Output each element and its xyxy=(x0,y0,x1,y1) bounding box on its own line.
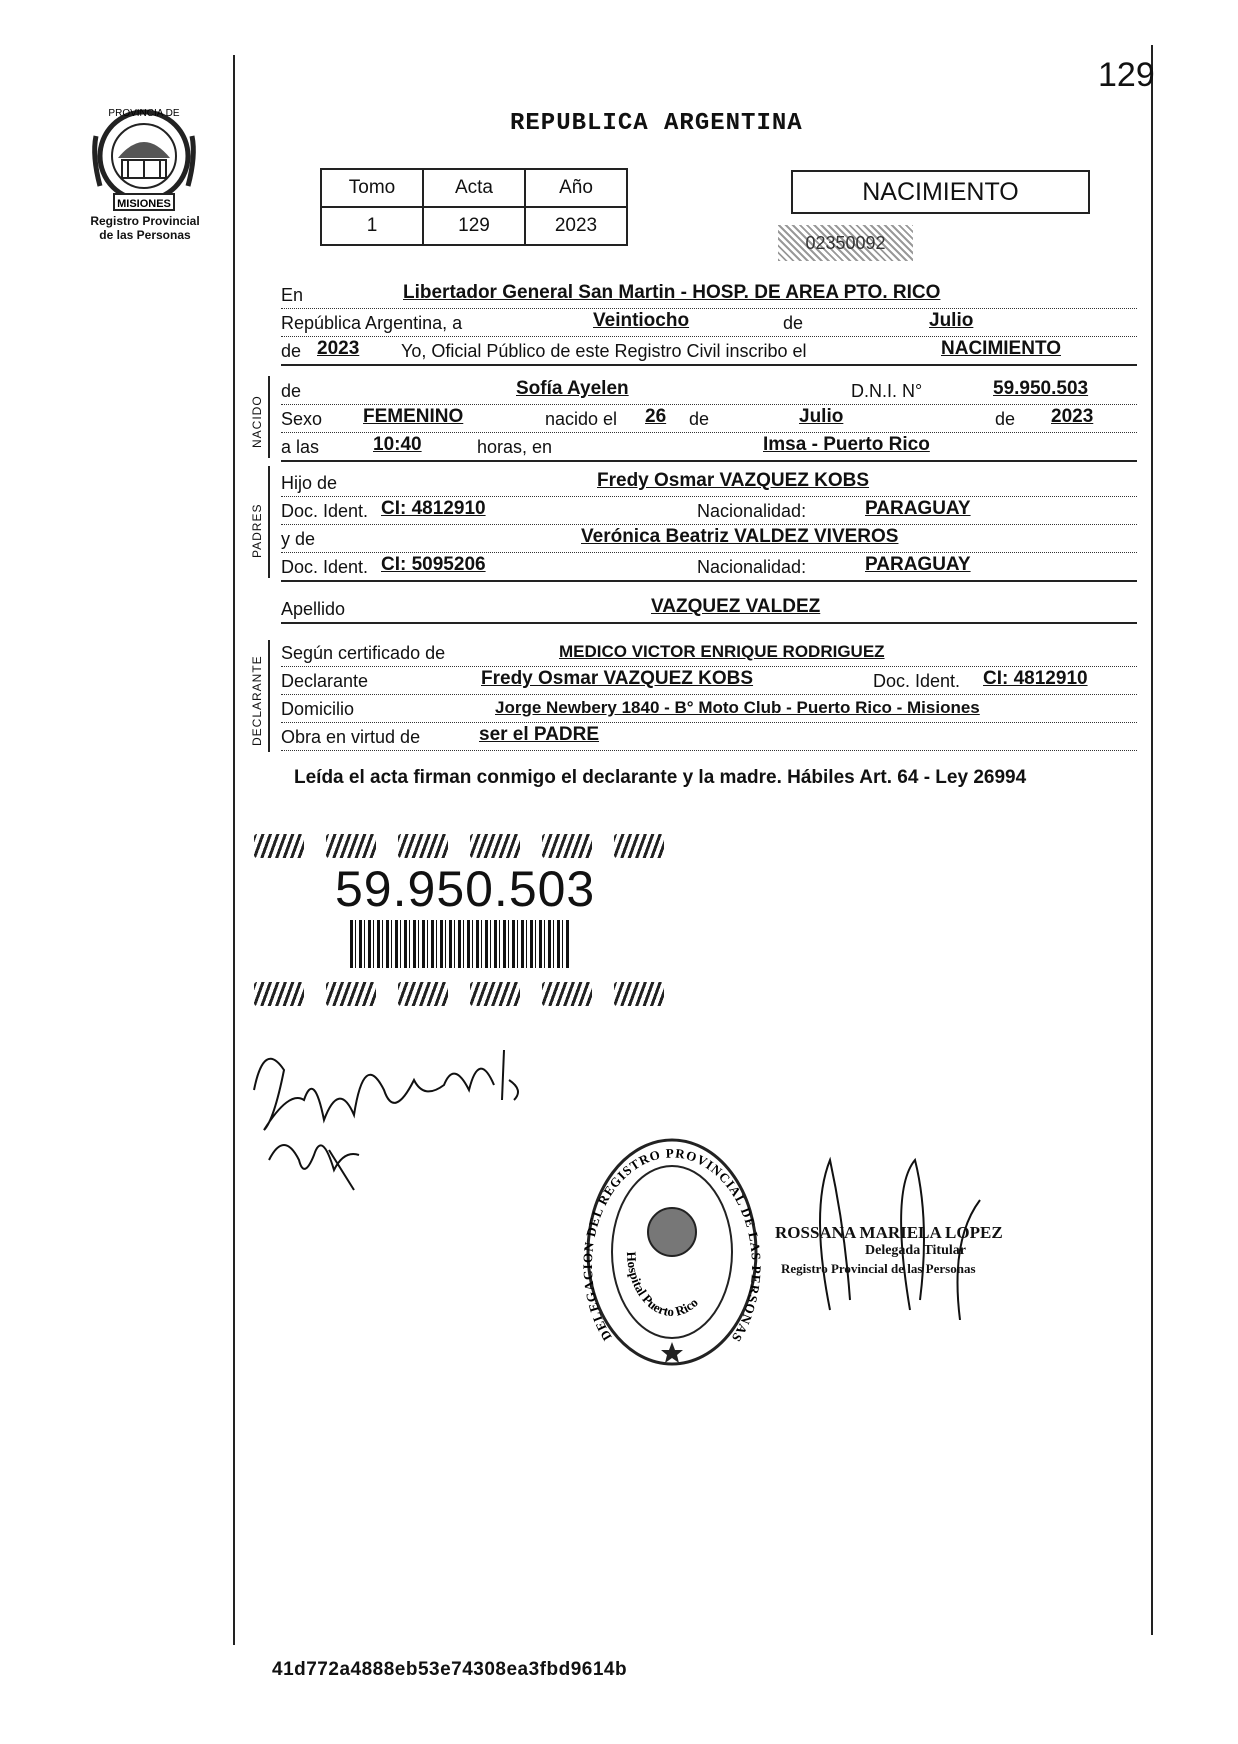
nacido-de-label: de xyxy=(281,381,302,401)
row-certificado xyxy=(281,638,1137,667)
dni-value: 59.950.503 xyxy=(993,378,1089,399)
father-name-value: Fredy Osmar VAZQUEZ KOBS xyxy=(597,470,870,491)
tomo-acta-table xyxy=(320,168,628,246)
logo-seal-text-bottom: MISIONES xyxy=(117,198,171,210)
mother-doc-label: Doc. Ident. xyxy=(281,557,369,577)
logo-seal-text-top: PROVINCIA DE xyxy=(108,108,180,119)
security-stripe xyxy=(398,834,448,858)
month-value: Julio xyxy=(929,310,974,331)
de-year-label: de xyxy=(281,341,302,361)
cert-label: Según certificado de xyxy=(281,643,446,663)
security-stripe xyxy=(326,982,376,1006)
official-name: ROSSANA MARIELA LOPEZ xyxy=(775,1223,1003,1242)
security-stripe xyxy=(470,834,520,858)
security-stripes-bottom xyxy=(254,982,664,1008)
cert-value: MEDICO VICTOR ENRIQUE RODRIGUEZ xyxy=(559,642,885,661)
meta-header-acta: Acta xyxy=(423,169,525,207)
birth-day-value: 26 xyxy=(645,406,667,427)
mother-nat-label: Nacionalidad: xyxy=(697,557,807,577)
security-stripes-top xyxy=(254,834,664,860)
svg-text:Hospital Puerto Rico xyxy=(624,1251,701,1319)
security-stripe xyxy=(614,834,664,858)
time-value: 10:40 xyxy=(373,434,422,455)
closing-statement: Leída el acta firman conmigo el declarante y la madre. Hábiles Art. 64 - Ley 26994 xyxy=(294,767,1027,788)
padres-bracket xyxy=(268,466,270,578)
father-nat-label: Nacionalidad: xyxy=(697,501,807,521)
row-padre-doc xyxy=(281,496,1137,525)
meta-value-acta: 129 xyxy=(423,207,525,245)
official-name-block xyxy=(775,1224,1003,1278)
stamp-inner-text: Hospital Puerto Rico xyxy=(623,1251,701,1320)
row-apellido xyxy=(281,594,1137,624)
declarante-bracket xyxy=(268,640,270,752)
apellido-value: VAZQUEZ VALDEZ xyxy=(651,596,821,617)
record-type-box: NACIMIENTO xyxy=(791,170,1090,214)
domicilio-label: Domicilio xyxy=(281,699,355,719)
official-role: Delegada Titular xyxy=(865,1243,966,1258)
hijo-label: Hijo de xyxy=(281,473,338,493)
security-stripe xyxy=(614,982,664,1006)
obra-value: ser el PADRE xyxy=(479,724,600,745)
logo-caption-line2: de las Personas xyxy=(99,228,191,242)
child-name-value: Sofía Ayelen xyxy=(516,378,629,399)
inscribe-value: NACIMIENTO xyxy=(941,338,1061,359)
day-words-value: Veintiocho xyxy=(593,310,690,331)
declarant-signature xyxy=(244,1030,534,1205)
mother-nat-value: PARAGUAY xyxy=(865,554,971,575)
security-stripe xyxy=(326,834,376,858)
padres-section-label: PADRES xyxy=(250,503,264,558)
row-sexo xyxy=(281,404,1137,433)
row-madre-doc xyxy=(281,552,1137,582)
document-title: REPUBLICA ARGENTINA xyxy=(510,110,803,137)
provincial-logo xyxy=(88,96,200,214)
security-stripe xyxy=(254,982,304,1006)
barcode xyxy=(350,920,570,968)
dni-label: D.N.I. N° xyxy=(851,381,923,401)
row-madre xyxy=(281,524,1137,553)
right-margin-line xyxy=(1151,45,1153,1635)
meta-value-tomo: 1 xyxy=(321,207,423,245)
father-doc-value: CI: 4812910 xyxy=(381,498,486,519)
official-org: Registro Provincial de las Personas xyxy=(781,1261,976,1276)
security-stripe xyxy=(542,982,592,1006)
logo-caption-line1: Registro Provincial xyxy=(90,214,200,228)
meta-value-row xyxy=(321,207,627,245)
row-obra xyxy=(281,722,1137,751)
declarante-section-label: DECLARANTE xyxy=(250,655,264,746)
security-stripe xyxy=(254,834,304,858)
row-en xyxy=(281,280,1137,309)
nacido-bracket xyxy=(268,376,270,458)
mother-name-value: Verónica Beatriz VALDEZ VIVEROS xyxy=(581,526,899,547)
republica-label: República Argentina, a xyxy=(281,313,463,333)
birth-month-value: Julio xyxy=(799,406,844,427)
security-stripe xyxy=(542,834,592,858)
logo-caption xyxy=(70,214,220,242)
row-declarante xyxy=(281,666,1137,695)
row-oficial xyxy=(281,336,1137,366)
oficial-text: Yo, Oficial Público de este Registro Civil inscribo el xyxy=(401,341,807,361)
domicilio-value: Jorge Newbery 1840 - B° Moto Club - Puerto Rico - Misiones xyxy=(495,698,980,717)
serial-code: 02350092 xyxy=(778,225,913,261)
obra-label: Obra en virtud de xyxy=(281,727,421,747)
page-number: 129 xyxy=(1098,56,1155,94)
declarante-label: Declarante xyxy=(281,671,369,691)
declarante-doc-label: Doc. Ident. xyxy=(873,671,961,691)
nacido-el-label: nacido el xyxy=(545,409,618,429)
apellido-label: Apellido xyxy=(281,599,346,619)
row-hora xyxy=(281,432,1137,462)
barcode-number: 59.950.503 xyxy=(335,861,596,917)
declarante-doc-value: CI: 4812910 xyxy=(983,668,1088,689)
official-stamp xyxy=(582,1132,762,1377)
meta-value-anio: 2023 xyxy=(525,207,627,245)
sexo-label: Sexo xyxy=(281,409,323,429)
document-hash: 41d772a4888eb53e74308ea3fbd9614b xyxy=(272,1659,628,1680)
stamp-outer-text: DELEGA N DEL REGISTRO PROVINCIAL DE LA RSONAS xyxy=(582,1145,762,1346)
meta-header-tomo: Tomo xyxy=(321,169,423,207)
row-fecha xyxy=(281,308,1137,337)
de-label: de xyxy=(783,313,804,333)
birth-de2-label: de xyxy=(995,409,1016,429)
mother-doc-value: CI: 5095206 xyxy=(381,554,486,575)
birth-de1-label: de xyxy=(689,409,710,429)
yde-label: y de xyxy=(281,529,316,549)
birth-year-value: 2023 xyxy=(1051,406,1094,427)
meta-header-row xyxy=(321,169,627,207)
father-doc-label: Doc. Ident. xyxy=(281,501,369,521)
horas-label: horas, en xyxy=(477,437,553,457)
row-nombre xyxy=(281,376,1137,405)
father-nat-value: PARAGUAY xyxy=(865,498,971,519)
year-value: 2023 xyxy=(317,338,360,359)
birth-place-value: Imsa - Puerto Rico xyxy=(763,434,930,455)
row-padre xyxy=(281,468,1137,497)
security-stripe xyxy=(398,982,448,1006)
left-margin-line xyxy=(233,55,235,1645)
alas-label: a las xyxy=(281,437,320,457)
sexo-value: FEMENINO xyxy=(363,406,464,427)
place-value: Libertador General San Martin - HOSP. DE AREA PTO. RICO xyxy=(403,282,941,303)
declarante-name-value: Fredy Osmar VAZQUEZ KOBS xyxy=(481,668,754,689)
row-domicilio xyxy=(281,694,1137,723)
meta-header-anio: Año xyxy=(525,169,627,207)
security-stripe xyxy=(470,982,520,1006)
en-label: En xyxy=(281,285,304,305)
nacido-section-label: NACIDO xyxy=(250,395,264,448)
